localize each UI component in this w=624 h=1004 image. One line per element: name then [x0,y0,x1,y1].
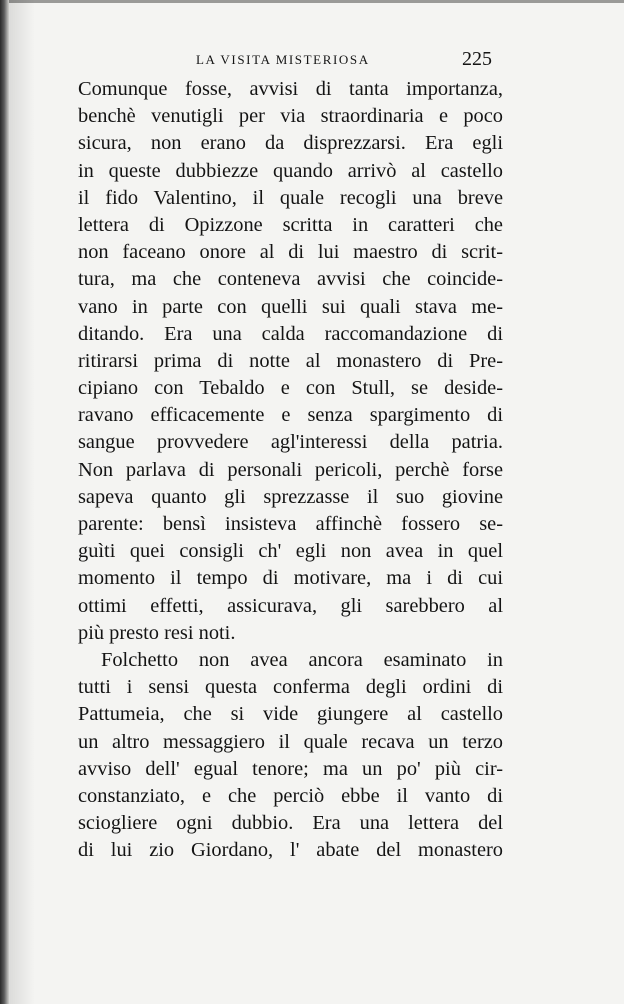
text-line: tura, ma che conteneva avvisi che coincide- [78,268,503,291]
text-line: lettera di Opizzone scritta in caratteri che [78,213,503,236]
text-line: non faceano onore al di lui maestro di scrit- [78,241,503,264]
paragraph [78,76,503,647]
text-line: più presto resi noti. [78,621,236,644]
text-line: in queste dubbiezze quando arrivò al castello [78,159,503,182]
running-header [0,50,624,72]
text-line: benchè venutigli per via straordinaria e poco [78,105,503,128]
text-line: il fido Valentino, il quale recogli una breve [78,186,503,209]
text-line: ditando. Era una calda raccomandazione di [78,322,503,345]
text-line: Comunque fosse, avvisi di tanta importanza, [78,78,503,100]
body-text [78,76,503,864]
text-line: ritirarsi prima di notte al monastero di Pre- [78,349,503,372]
text-line: Pattumeia, che si vide giungere al castello [78,703,503,726]
text-line: Folchetto non avea ancora esaminato in [101,648,503,671]
text-line: ravano efficacemente e senza spargimento di [78,404,503,427]
text-line: avviso dell' egual tenore; ma un po' più cir- [78,757,503,780]
text-line: guìti quei consigli ch' egli non avea in quel [78,540,503,563]
text-line: parente: bensì insisteva affinchè fossero se- [78,513,503,535]
text-line: constanziato, e che perciò ebbe il vanto di [78,784,503,807]
text-line: Non parlava di personali pericoli, perchè forse [78,458,503,481]
text-line: sicura, non erano da disprezzarsi. Era egli [78,132,503,155]
text-line: vano in parte con quelli sui quali stava me- [78,295,503,318]
text-line: un altro messaggiero il quale recava un terzo [78,730,503,753]
text-line: momento il tempo di motivare, ma i di cui [78,567,503,590]
text-line: sapeva quanto gli sprezzasse il suo giovine [78,485,503,508]
page-top-edge [0,0,624,3]
text-line: cipiano con Tebaldo e con Stull, se deside- [78,377,503,400]
text-line: sciogliere ogni dubbio. Era una lettera del [78,812,503,835]
binding-edge [0,0,9,1004]
running-title: LA VISITA MISTERIOSA [196,52,370,67]
paragraph [78,647,503,865]
page-number: 225 [462,48,492,70]
text-line: sangue provvedere agl'interessi della patria. [78,431,503,454]
text-line: di lui zio Giordano, l' abate del monastero [78,839,503,862]
text-line: tutti i sensi questa conferma degli ordini di [78,676,503,699]
text-line: ottimi effetti, assicurava, gli sarebbero al [78,594,503,617]
binding-shadow [9,0,35,1004]
